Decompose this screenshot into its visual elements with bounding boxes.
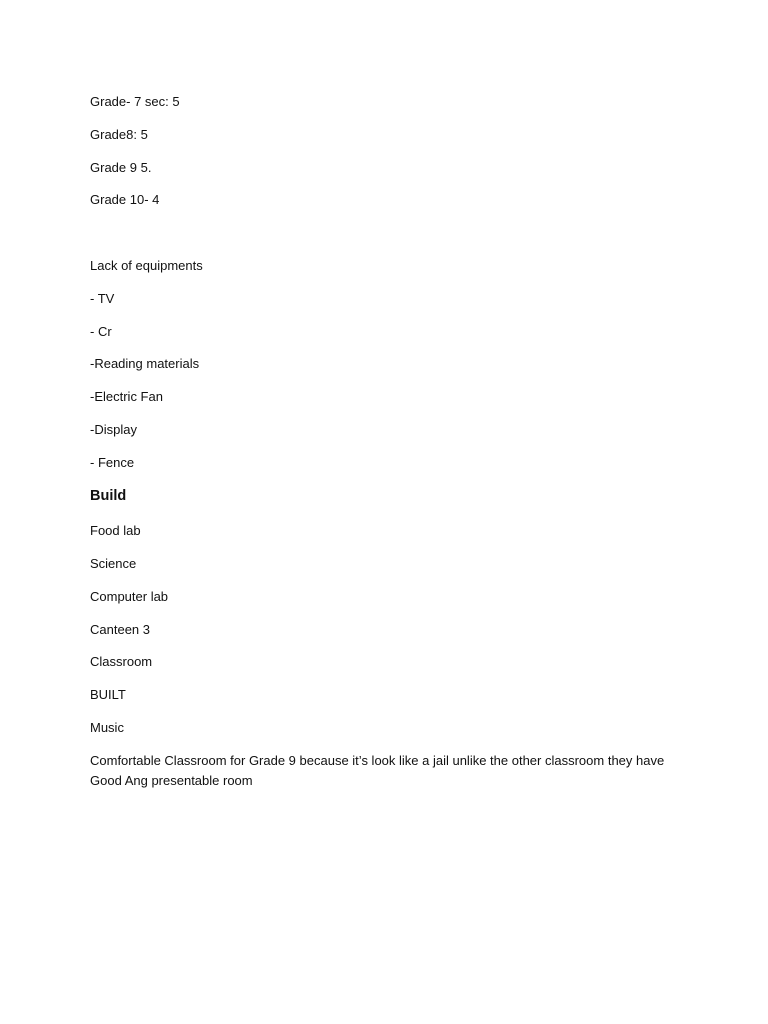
build-item: Canteen 3 — [90, 622, 150, 637]
lack-heading: Lack of equipments — [90, 258, 203, 273]
build-item: Computer lab — [90, 589, 169, 604]
lack-item: -Electric Fan — [90, 389, 163, 404]
lack-item: - Cr — [90, 324, 112, 339]
build-heading: Build — [90, 488, 127, 504]
lack-item: - TV — [90, 291, 115, 306]
grade-line: Grade 10- 4 — [90, 192, 160, 207]
grade-line: Grade 9 5. — [90, 160, 152, 175]
grade-line: Grade8: 5 — [90, 127, 148, 142]
build-item: BUILT — [90, 687, 126, 702]
build-item: Food lab — [90, 523, 141, 538]
build-item: Science — [90, 556, 137, 571]
lack-item: - Fence — [90, 455, 135, 470]
grade-line: Grade- 7 sec: 5 — [90, 94, 180, 109]
closing-paragraph: Comfortable Classroom for Grade 9 because it’s look like a jail unlike the other classroom they have Good Ang presentable room — [90, 753, 665, 788]
build-item: Classroom — [90, 654, 153, 669]
build-item: Music — [90, 720, 124, 735]
lack-item: -Reading materials — [90, 356, 200, 371]
lack-item: -Display — [90, 422, 137, 437]
